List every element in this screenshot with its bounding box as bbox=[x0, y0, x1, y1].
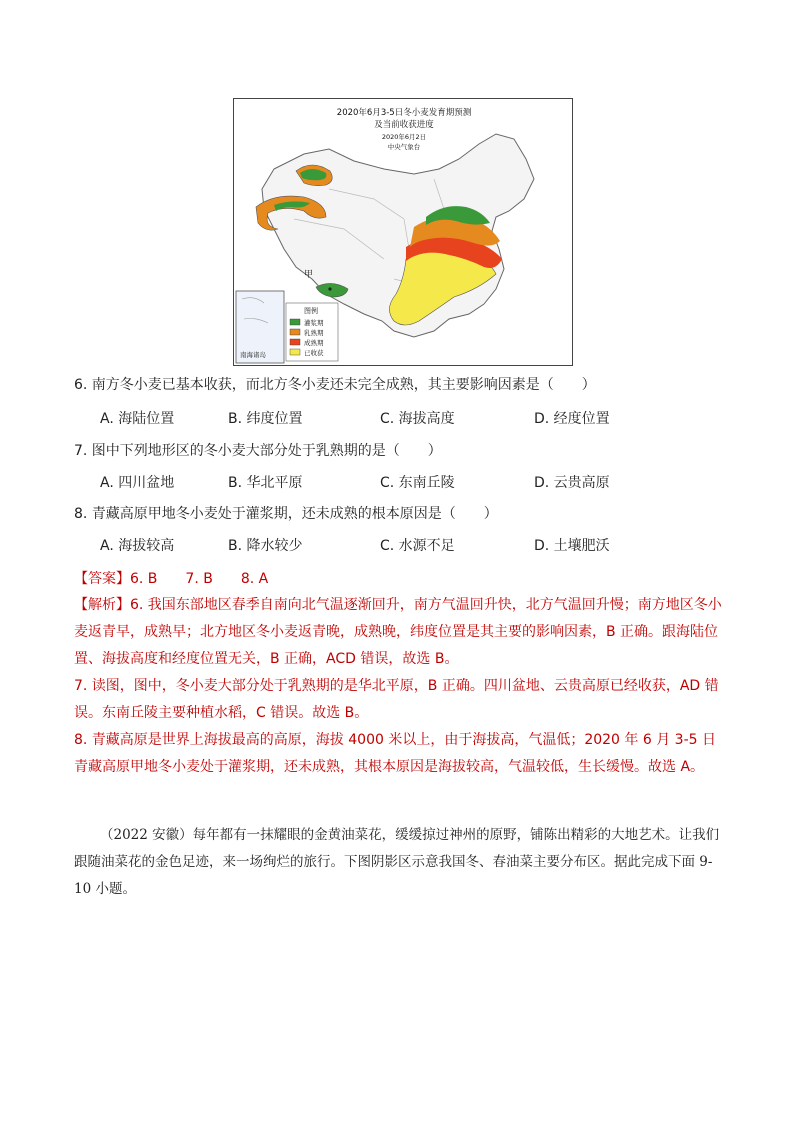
q6-option-d[interactable]: D. 经度位置 bbox=[534, 411, 610, 427]
map-graphic bbox=[234, 99, 572, 365]
legend-swatch-milk bbox=[290, 329, 300, 335]
q6-option-b[interactable]: B. 纬度位置 bbox=[228, 411, 303, 427]
inset-label: 南海诸岛 bbox=[240, 351, 266, 359]
question-8-stem: 8. 青藏高原甲地冬小麦处于灌浆期，还未成熟的根本原因是（ ） bbox=[74, 506, 498, 522]
analysis-block bbox=[74, 592, 722, 781]
answer-line bbox=[74, 570, 268, 588]
q7-option-a[interactable]: A. 四川盆地 bbox=[100, 475, 175, 491]
map-title-1: 2020年6月3-5日冬小麦发育期预测 bbox=[336, 108, 472, 118]
legend-swatch-harvested bbox=[290, 349, 300, 355]
marker-jia: 甲 bbox=[304, 270, 314, 280]
legend-label-harvested: 已收获 bbox=[304, 349, 324, 357]
q6-option-c[interactable]: C. 海拔高度 bbox=[380, 411, 455, 427]
analysis-p1 bbox=[74, 592, 722, 673]
map-legend bbox=[286, 303, 338, 361]
map-date: 2020年6月2日 bbox=[381, 133, 427, 141]
map-source: 中央气象台 bbox=[387, 143, 421, 151]
q8-option-c[interactable]: C. 水源不足 bbox=[380, 538, 455, 554]
legend-label-milk: 乳熟期 bbox=[304, 329, 324, 337]
analysis-p1-text: 6. 我国东部地区春季自南向北气温逐渐回升，南方气温回升快，北方气温回升慢；南方地区冬小麦返青早，成熟早；北方地区冬小麦返青晚，成熟晚，纬度位置是其主要的影响因素，B 正确。跟海陆位置、海拔高度和经度位置无关，B 正确，ACD 错误，故选 B。 bbox=[74, 597, 722, 667]
q8-option-d[interactable]: D. 土壤肥沃 bbox=[534, 538, 610, 554]
legend-title: 图例 bbox=[304, 307, 318, 315]
question-7-stem: 7. 图中下列地形区的冬小麦大部分处于乳熟期的是（ ） bbox=[74, 443, 442, 459]
analysis-p3: 8. 青藏高原是世界上海拔最高的高原，海拔 4000 米以上，由于海拔高，气温低；2020 年 6 月 3-5 日青藏高原甲地冬小麦处于灌浆期，还未成熟，其根本原因是海拔较高，气温较低，生长缓慢。故选 A。 bbox=[74, 732, 716, 775]
intro-paragraph: （2022 安徽）每年都有一抹耀眼的金黄油菜花，缓缓掠过神州的原野，铺陈出精彩的大地艺术。让我们跟随油菜花的金色足迹，来一场绚烂的旅行。下图阴影区示意我国冬、春油菜主要分布区。据此完成下面 9-10 小题。 bbox=[74, 827, 720, 897]
legend-swatch-mature bbox=[290, 339, 300, 345]
question-6-stem: 6. 南方冬小麦已基本收获，而北方冬小麦还未完全成熟，其主要影响因素是（ ） bbox=[74, 377, 596, 393]
q7-option-b[interactable]: B. 华北平原 bbox=[228, 475, 303, 491]
analysis-p2: 7. 读图，图中，冬小麦大部分处于乳熟期的是华北平原，B 正确。四川盆地、云贵高原已经收获，AD 错误。东南丘陵主要种植水稻，C 错误。故选 B。 bbox=[74, 678, 719, 721]
q7-option-c[interactable]: C. 东南丘陵 bbox=[380, 475, 455, 491]
wheat-growth-map bbox=[233, 98, 573, 366]
analysis-label: 【解析】 bbox=[74, 597, 130, 613]
q8-option-b[interactable]: B. 降水较少 bbox=[228, 538, 303, 554]
legend-label-filling: 灌浆期 bbox=[304, 319, 324, 327]
q7-option-d[interactable]: D. 云贵高原 bbox=[534, 475, 610, 491]
legend-label-mature: 成熟期 bbox=[304, 339, 324, 347]
map-title-2: 及当前收获进度 bbox=[374, 120, 434, 130]
answer-text: 6. B 7. B 8. A bbox=[130, 571, 269, 587]
q8-option-a[interactable]: A. 海拔较高 bbox=[100, 538, 175, 554]
q6-option-a[interactable]: A. 海陆位置 bbox=[100, 411, 175, 427]
answer-label: 【答案】 bbox=[74, 571, 130, 587]
legend-swatch-filling bbox=[290, 319, 300, 325]
